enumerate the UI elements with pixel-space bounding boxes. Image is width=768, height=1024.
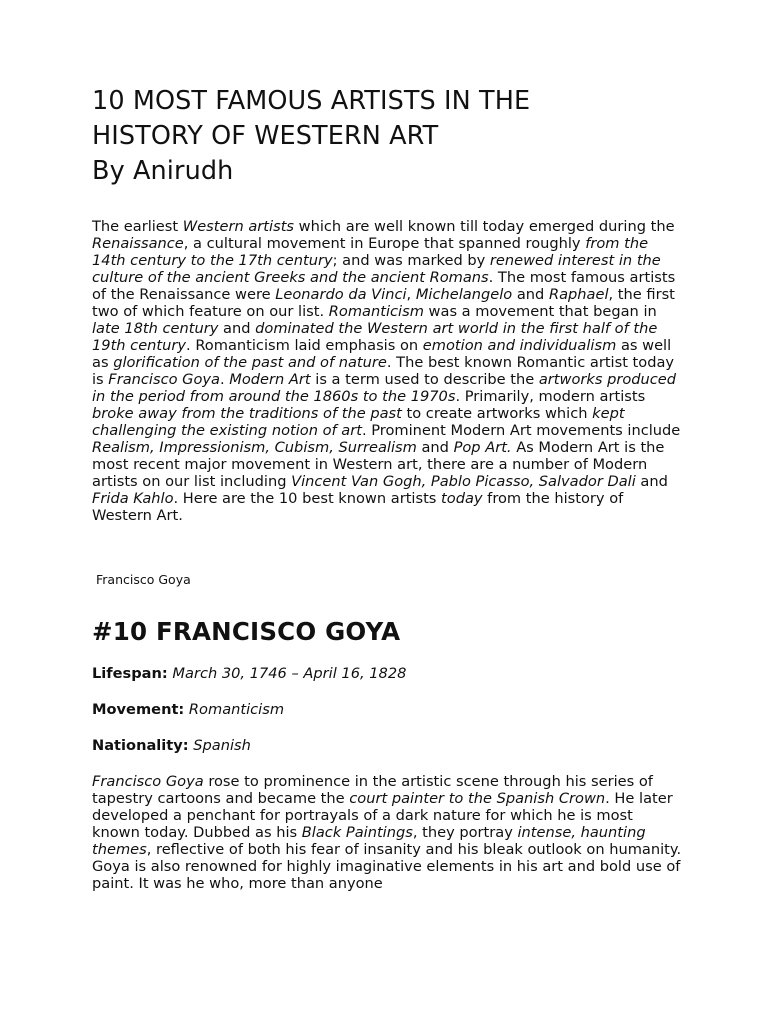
emphasis-text: Raphael: [548, 286, 609, 303]
emphasis-text: renewed interest in the culture of the ancient Greeks and the ancient Romans: [92, 252, 661, 286]
title-line-2: HISTORY OF WESTERN ART: [92, 121, 439, 151]
section-heading: #10 FRANCISCO GOYA: [92, 617, 401, 646]
emphasis-text: Vincent Van Gogh, Pablo Picasso, Salvador Dali: [291, 473, 636, 490]
emphasis-text: from the 14th century to the 17th century: [92, 235, 649, 269]
emphasis-text: late 18th century: [92, 320, 219, 337]
movement-field: [92, 701, 682, 718]
emphasis-text: Black Paintings: [301, 824, 413, 841]
emphasis-text: intense, haunting themes: [92, 824, 646, 858]
emphasis-text: Renaissance: [92, 235, 184, 252]
nationality-value: Spanish: [193, 737, 251, 754]
emphasis-text: glorification of the past and of nature: [113, 354, 387, 371]
movement-value: Romanticism: [188, 701, 285, 718]
emphasis-text: Modern Art: [229, 371, 311, 388]
nationality-label: Nationality:: [92, 737, 189, 754]
document-title: [92, 84, 682, 189]
emphasis-text: Frida Kahlo: [92, 490, 174, 507]
emphasis-text: Francisco Goya: [92, 773, 204, 790]
emphasis-text: Romanticism: [328, 303, 424, 320]
author-byline: By Anirudh: [92, 156, 234, 186]
emphasis-text: Realism, Impressionism, Cubism, Surrealism: [92, 439, 417, 456]
lifespan-value: March 30, 1746 – April 16, 1828: [172, 665, 407, 682]
emphasis-text: broke away from the traditions of the past: [92, 405, 402, 422]
emphasis-text: Pop Art.: [453, 439, 512, 456]
emphasis-text: Francisco Goya: [108, 371, 220, 388]
emphasis-text: dominated the Western art world in the first half of the 19th century: [92, 320, 658, 354]
emphasis-text: Western artists: [182, 218, 295, 235]
lifespan-label: Lifespan:: [92, 665, 168, 682]
movement-label: Movement:: [92, 701, 185, 718]
emphasis-text: artworks produced in the period from around the 1860s to the 1970s: [92, 371, 677, 405]
intro-paragraph: The earliest Western artists which are well known till today emerged during the Renaissance, a cultural movement in Europe that spanned roughly from the 14th century to the 17th century; and was marked by renewed interest in the culture of the ancient Greeks and the ancient Romans. The most famous artists of the Renaissance were Leonardo da Vinci, Michelangelo and Raphael, the first two of which feature on our list. Romanticism was a movement that began in late 18th century and dominated the Western art world in the first half of the 19th century. Romanticism laid emphasis on emotion and individualism as well as glorification of the past and of nature. The best known Romantic artist today is Francisco Goya. Modern Art is a term used to describe the artworks produced in the period from around the 1860s to the 1970s. Primarily, modern artists broke away from the traditions of the past to create artworks which kept challenging the existing notion of art. Prominent Modern Art movements include Realism, Impressionism, Cubism, Surrealism and Pop Art. As Modern Art is the most recent major movement in Western art, there are a number of Modern artists on our list including Vincent Van Gogh, Pablo Picasso, Salvador Dali and Frida Kahlo. Here are the 10 best known artists today from the history of Western Art.: [92, 218, 681, 524]
title-line-1: 10 MOST FAMOUS ARTISTS IN THE: [92, 86, 531, 116]
emphasis-text: court painter to the Spanish Crown: [349, 790, 606, 807]
emphasis-text: emotion and individualism: [422, 337, 617, 354]
emphasis-text: kept challenging the existing notion of art: [92, 405, 625, 439]
emphasis-text: today: [441, 490, 483, 507]
nationality-field: [92, 737, 682, 754]
lifespan-field: [92, 665, 682, 682]
section-body-paragraph: Francisco Goya rose to prominence in the artistic scene through his series of tapestry cartoons and became the court painter to the Spanish Crown. He later developed a penchant for portrayals of a dark nature for which he is most known today. Dubbed as his Black Paintings, they portray intense, haunting themes, reflective of both his fear of insanity and his bleak outlook on humanity. Goya is also renowned for highly imaginative elements in his art and bold use of paint. It was he who, more than anyone: [92, 773, 682, 892]
emphasis-text: Leonardo da Vinci: [275, 286, 407, 303]
emphasis-text: Michelangelo: [415, 286, 513, 303]
document-page: [92, 84, 682, 892]
image-caption: Francisco Goya: [96, 572, 191, 587]
